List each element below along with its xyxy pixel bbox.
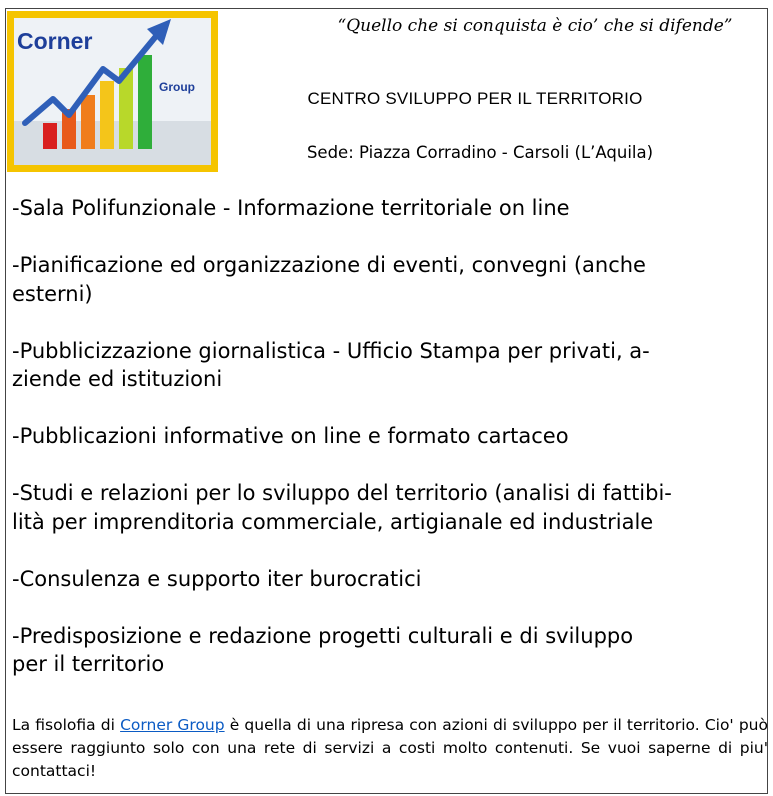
address-line: Sede: Piazza Corradino - Carsoli (L’Aquila) (306, 143, 654, 162)
logo-bar (100, 81, 114, 149)
logo-bar (43, 123, 57, 149)
corner-group-logo (7, 11, 218, 172)
logo-bar (138, 55, 152, 149)
service-item: -Pianificazione ed organizzazione di eventi, convegni (anche esterni) (12, 253, 646, 306)
page-title: CENTRO SVILUPPO PER IL TERRITORIO (307, 89, 643, 108)
logo-name: Corner (17, 28, 93, 54)
service-item: -Pubblicazioni informative on line e formato cartaceo (12, 424, 569, 448)
service-item: -Sala Polifunzionale - Informazione territoriale on line (12, 196, 570, 220)
service-item: -Studi e relazioni per lo sviluppo del territorio (analisi di fattibi- lità per imprenditoria commerciale, artigianale ed industriale (12, 481, 672, 534)
logo-subname: Group (159, 80, 195, 94)
service-item: -Pubblicizzazione giornalistica - Ufficio Stampa per privati, a- ziende ed istituzioni (12, 338, 650, 391)
services-list (12, 194, 768, 679)
footer-text: La fisolofia di Corner Group è quella di una ripresa con azioni di sviluppo per il territorio. Cio' può essere raggiunto solo con una rete di servizi a costi molto contenuti. Se vuoi saperne di piu' contattaci! (12, 716, 768, 780)
logo-bar (81, 95, 95, 149)
service-item: -Consulenza e supporto iter burocratici (12, 566, 422, 591)
service-item: -Predisposizione e redazione progetti culturali e di sviluppo per il territorio (12, 623, 634, 676)
motto-quote: “Quello che si conquista è cio’ che si difende” (337, 16, 733, 36)
corner-group-link[interactable]: Corner Group (120, 716, 225, 734)
